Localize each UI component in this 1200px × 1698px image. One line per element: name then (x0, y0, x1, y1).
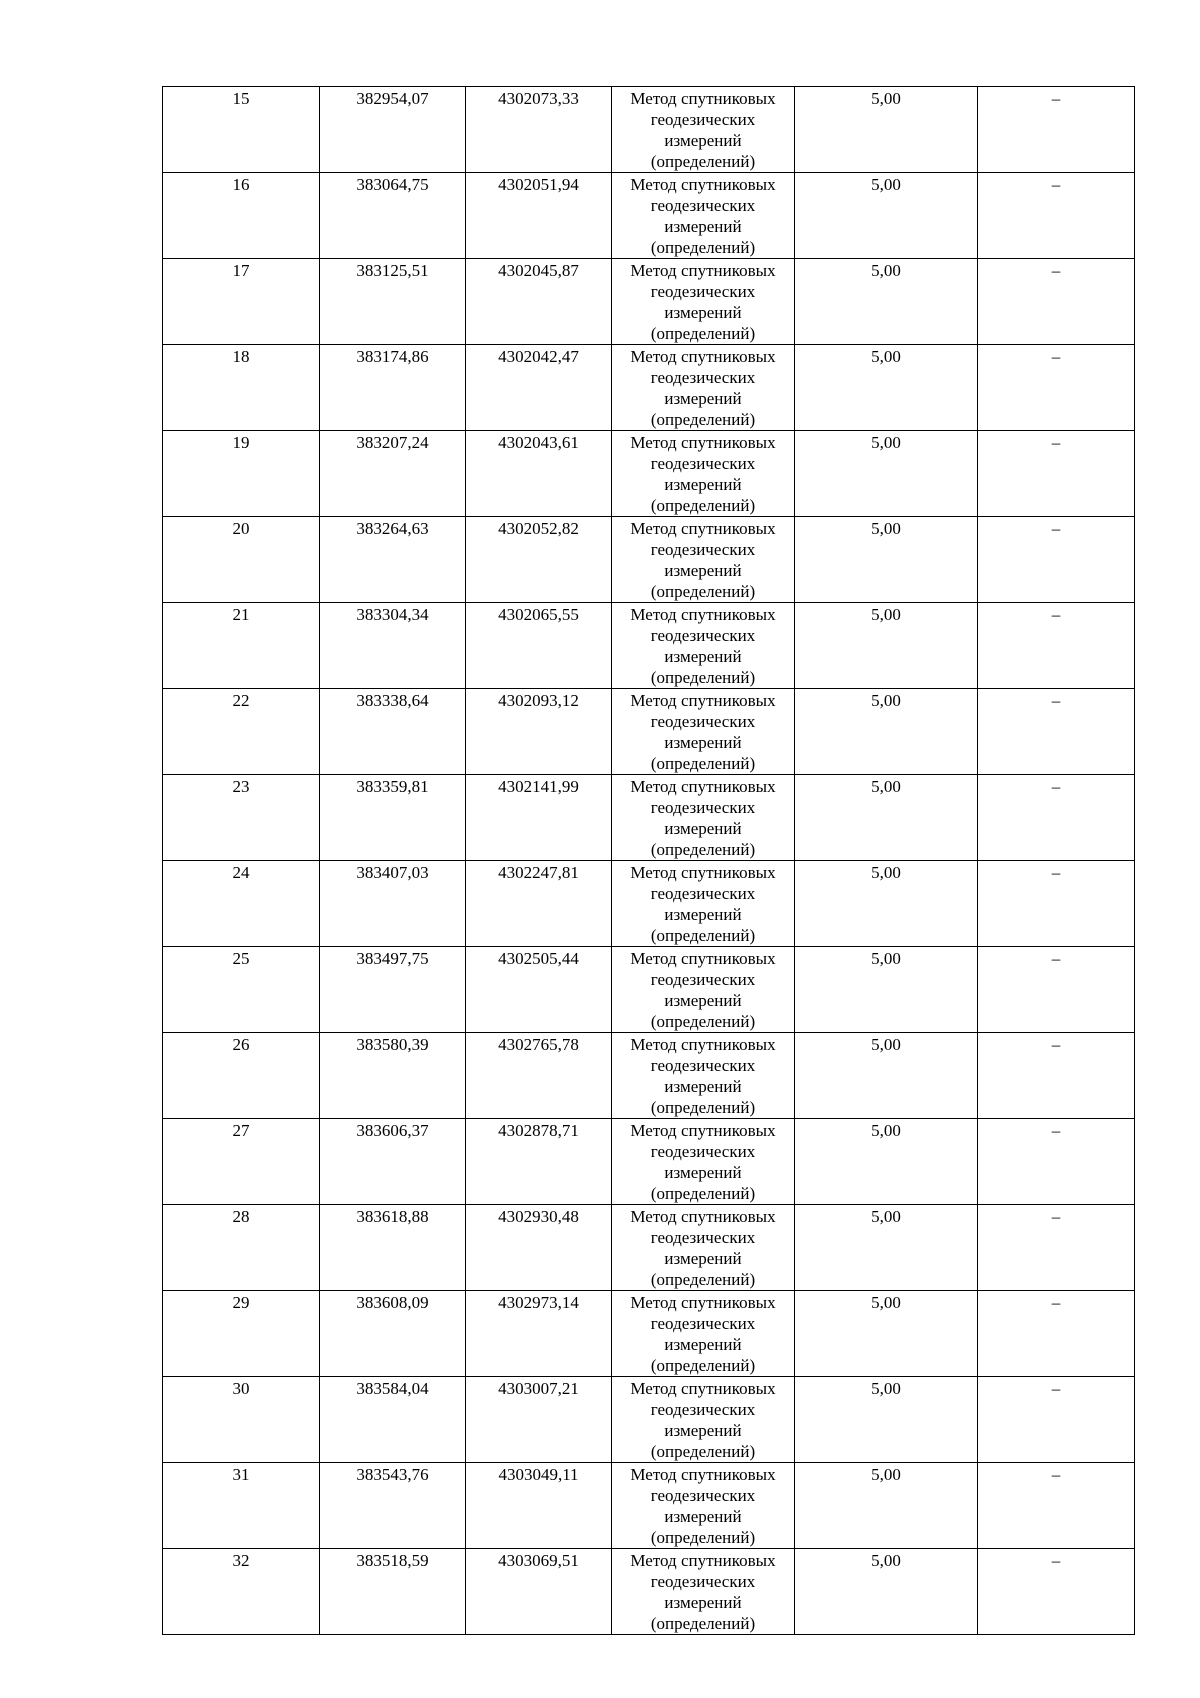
method-cell: Метод спутниковых геодезических измерений (определений) (612, 259, 795, 345)
table-row (163, 861, 1135, 947)
note-cell: – (978, 1549, 1135, 1635)
x-coordinate-cell: 383543,76 (320, 1463, 466, 1549)
y-coordinate-cell: 4302052,82 (466, 517, 612, 603)
y-coordinate-cell: 4303049,11 (466, 1463, 612, 1549)
method-cell: Метод спутниковых геодезических измерений (определений) (612, 1119, 795, 1205)
note-cell: – (978, 775, 1135, 861)
y-coordinate-cell: 4302973,14 (466, 1291, 612, 1377)
method-cell: Метод спутниковых геодезических измерений (определений) (612, 689, 795, 775)
y-coordinate-cell: 4302093,12 (466, 689, 612, 775)
table-row (163, 1033, 1135, 1119)
x-coordinate-cell: 383606,37 (320, 1119, 466, 1205)
table-row (163, 1463, 1135, 1549)
x-coordinate-cell: 383584,04 (320, 1377, 466, 1463)
note-cell: – (978, 1205, 1135, 1291)
accuracy-cell: 5,00 (795, 431, 978, 517)
method-cell: Метод спутниковых геодезических измерений (определений) (612, 1033, 795, 1119)
x-coordinate-cell: 383497,75 (320, 947, 466, 1033)
point-number-cell: 21 (163, 603, 320, 689)
point-number-cell: 30 (163, 1377, 320, 1463)
note-cell: – (978, 861, 1135, 947)
note-cell: – (978, 947, 1135, 1033)
note-cell: – (978, 173, 1135, 259)
table-row (163, 87, 1135, 173)
accuracy-cell: 5,00 (795, 1549, 978, 1635)
accuracy-cell: 5,00 (795, 173, 978, 259)
point-number-cell: 27 (163, 1119, 320, 1205)
method-cell: Метод спутниковых геодезических измерений (определений) (612, 1463, 795, 1549)
note-cell: – (978, 1463, 1135, 1549)
accuracy-cell: 5,00 (795, 1119, 978, 1205)
accuracy-cell: 5,00 (795, 1377, 978, 1463)
method-cell: Метод спутниковых геодезических измерений (определений) (612, 775, 795, 861)
method-cell: Метод спутниковых геодезических измерений (определений) (612, 173, 795, 259)
table-row (163, 1205, 1135, 1291)
accuracy-cell: 5,00 (795, 1291, 978, 1377)
y-coordinate-cell: 4302247,81 (466, 861, 612, 947)
coordinates-table (162, 86, 1135, 1635)
table-row (163, 603, 1135, 689)
y-coordinate-cell: 4302042,47 (466, 345, 612, 431)
x-coordinate-cell: 383359,81 (320, 775, 466, 861)
point-number-cell: 20 (163, 517, 320, 603)
x-coordinate-cell: 383264,63 (320, 517, 466, 603)
table-row (163, 1377, 1135, 1463)
table-row (163, 1119, 1135, 1205)
y-coordinate-cell: 4302765,78 (466, 1033, 612, 1119)
note-cell: – (978, 1377, 1135, 1463)
point-number-cell: 28 (163, 1205, 320, 1291)
point-number-cell: 25 (163, 947, 320, 1033)
accuracy-cell: 5,00 (795, 689, 978, 775)
x-coordinate-cell: 383304,34 (320, 603, 466, 689)
point-number-cell: 17 (163, 259, 320, 345)
x-coordinate-cell: 383338,64 (320, 689, 466, 775)
y-coordinate-cell: 4302073,33 (466, 87, 612, 173)
method-cell: Метод спутниковых геодезических измерений (определений) (612, 431, 795, 517)
x-coordinate-cell: 383064,75 (320, 173, 466, 259)
x-coordinate-cell: 383618,88 (320, 1205, 466, 1291)
point-number-cell: 29 (163, 1291, 320, 1377)
point-number-cell: 22 (163, 689, 320, 775)
point-number-cell: 16 (163, 173, 320, 259)
accuracy-cell: 5,00 (795, 947, 978, 1033)
method-cell: Метод спутниковых геодезических измерений (определений) (612, 1377, 795, 1463)
table-row (163, 431, 1135, 517)
note-cell: – (978, 259, 1135, 345)
accuracy-cell: 5,00 (795, 775, 978, 861)
x-coordinate-cell: 383125,51 (320, 259, 466, 345)
x-coordinate-cell: 383407,03 (320, 861, 466, 947)
table-row (163, 947, 1135, 1033)
note-cell: – (978, 1119, 1135, 1205)
y-coordinate-cell: 4302878,71 (466, 1119, 612, 1205)
point-number-cell: 24 (163, 861, 320, 947)
table-row (163, 345, 1135, 431)
y-coordinate-cell: 4302045,87 (466, 259, 612, 345)
x-coordinate-cell: 383174,86 (320, 345, 466, 431)
y-coordinate-cell: 4303007,21 (466, 1377, 612, 1463)
note-cell: – (978, 689, 1135, 775)
point-number-cell: 18 (163, 345, 320, 431)
accuracy-cell: 5,00 (795, 1463, 978, 1549)
method-cell: Метод спутниковых геодезических измерений (определений) (612, 517, 795, 603)
method-cell: Метод спутниковых геодезических измерений (определений) (612, 345, 795, 431)
note-cell: – (978, 1291, 1135, 1377)
accuracy-cell: 5,00 (795, 87, 978, 173)
note-cell: – (978, 603, 1135, 689)
point-number-cell: 19 (163, 431, 320, 517)
x-coordinate-cell: 383518,59 (320, 1549, 466, 1635)
table-row (163, 517, 1135, 603)
y-coordinate-cell: 4302051,94 (466, 173, 612, 259)
table-row (163, 775, 1135, 861)
accuracy-cell: 5,00 (795, 259, 978, 345)
method-cell: Метод спутниковых геодезических измерений (определений) (612, 1205, 795, 1291)
x-coordinate-cell: 383608,09 (320, 1291, 466, 1377)
note-cell: – (978, 431, 1135, 517)
accuracy-cell: 5,00 (795, 1205, 978, 1291)
point-number-cell: 15 (163, 87, 320, 173)
note-cell: – (978, 517, 1135, 603)
y-coordinate-cell: 4302930,48 (466, 1205, 612, 1291)
point-number-cell: 23 (163, 775, 320, 861)
accuracy-cell: 5,00 (795, 1033, 978, 1119)
note-cell: – (978, 1033, 1135, 1119)
y-coordinate-cell: 4302065,55 (466, 603, 612, 689)
point-number-cell: 32 (163, 1549, 320, 1635)
method-cell: Метод спутниковых геодезических измерений (определений) (612, 87, 795, 173)
table-row (163, 1291, 1135, 1377)
method-cell: Метод спутниковых геодезических измерений (определений) (612, 1549, 795, 1635)
x-coordinate-cell: 383580,39 (320, 1033, 466, 1119)
accuracy-cell: 5,00 (795, 345, 978, 431)
note-cell: – (978, 345, 1135, 431)
table-row (163, 689, 1135, 775)
coordinates-table-body (163, 87, 1135, 1635)
method-cell: Метод спутниковых геодезических измерений (определений) (612, 947, 795, 1033)
method-cell: Метод спутниковых геодезических измерений (определений) (612, 1291, 795, 1377)
y-coordinate-cell: 4302043,61 (466, 431, 612, 517)
accuracy-cell: 5,00 (795, 517, 978, 603)
y-coordinate-cell: 4303069,51 (466, 1549, 612, 1635)
table-row (163, 1549, 1135, 1635)
point-number-cell: 31 (163, 1463, 320, 1549)
point-number-cell: 26 (163, 1033, 320, 1119)
method-cell: Метод спутниковых геодезических измерений (определений) (612, 603, 795, 689)
y-coordinate-cell: 4302141,99 (466, 775, 612, 861)
x-coordinate-cell: 382954,07 (320, 87, 466, 173)
note-cell: – (978, 87, 1135, 173)
method-cell: Метод спутниковых геодезических измерений (определений) (612, 861, 795, 947)
accuracy-cell: 5,00 (795, 861, 978, 947)
table-row (163, 259, 1135, 345)
table-row (163, 173, 1135, 259)
accuracy-cell: 5,00 (795, 603, 978, 689)
y-coordinate-cell: 4302505,44 (466, 947, 612, 1033)
x-coordinate-cell: 383207,24 (320, 431, 466, 517)
